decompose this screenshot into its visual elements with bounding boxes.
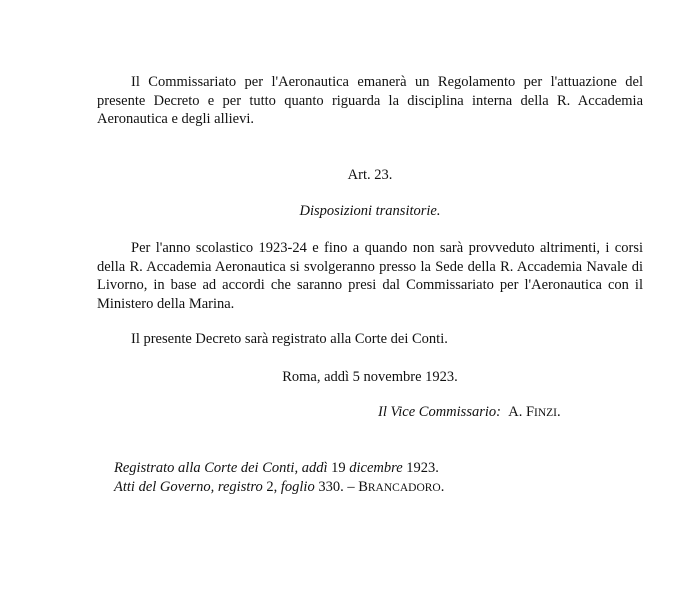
registration-year: 1923.: [402, 460, 439, 476]
registration-sheet-label: foglio: [280, 479, 315, 495]
registration-register-number: 2,: [262, 479, 281, 495]
registration-day: 19: [327, 460, 350, 476]
registration-month: dicembre: [349, 460, 403, 476]
registrar-name-end: .: [440, 479, 445, 495]
article-number: Art. 23.: [347, 167, 393, 183]
paragraph-transitorie: Per l'anno scolastico 1923-24 e fino a quando non sarà provveduto altrimenti, i corsi della R. Accademia Aeronautica si svolgeranno presso la Sede della R. Accademia Navale di Livorno, in base ad accordi che saranno presi dal Commissariato per l'Aeronautica con il Ministero della Marina.: [97, 240, 643, 312]
signature-line: [378, 403, 561, 423]
paragraph-registrazione: Il presente Decreto sarà registrato alla Corte dei Conti.: [131, 331, 448, 347]
signature-role: Il Vice Commissario:: [378, 404, 501, 420]
registration-court: Registrato alla Corte dei Conti, addì: [114, 460, 328, 476]
place-date: Roma, addì 5 novembre 1923.: [282, 369, 458, 385]
registration-acts: Atti del Governo, registro: [114, 479, 263, 495]
registration-sheet-number: 330. – B: [314, 479, 368, 495]
registration-line-1: [114, 459, 439, 478]
signature-name-rest: INZI: [534, 407, 558, 419]
signature-name-initial: A. F: [508, 404, 535, 420]
article-title: Disposizioni transitorie.: [299, 203, 441, 219]
paragraph-regolamento: Il Commissariato per l'Aeronautica emanerà un Regolamento per l'attuazione del presente Decreto e per tutto quanto riguarda la disciplina interna della R. Accademia Aeronautica e degli allievi.: [97, 74, 643, 127]
registration-line-2: [114, 478, 444, 498]
signature-name-suffix: .: [557, 404, 561, 420]
registrar-name-rest: RANCADORO: [367, 482, 441, 494]
